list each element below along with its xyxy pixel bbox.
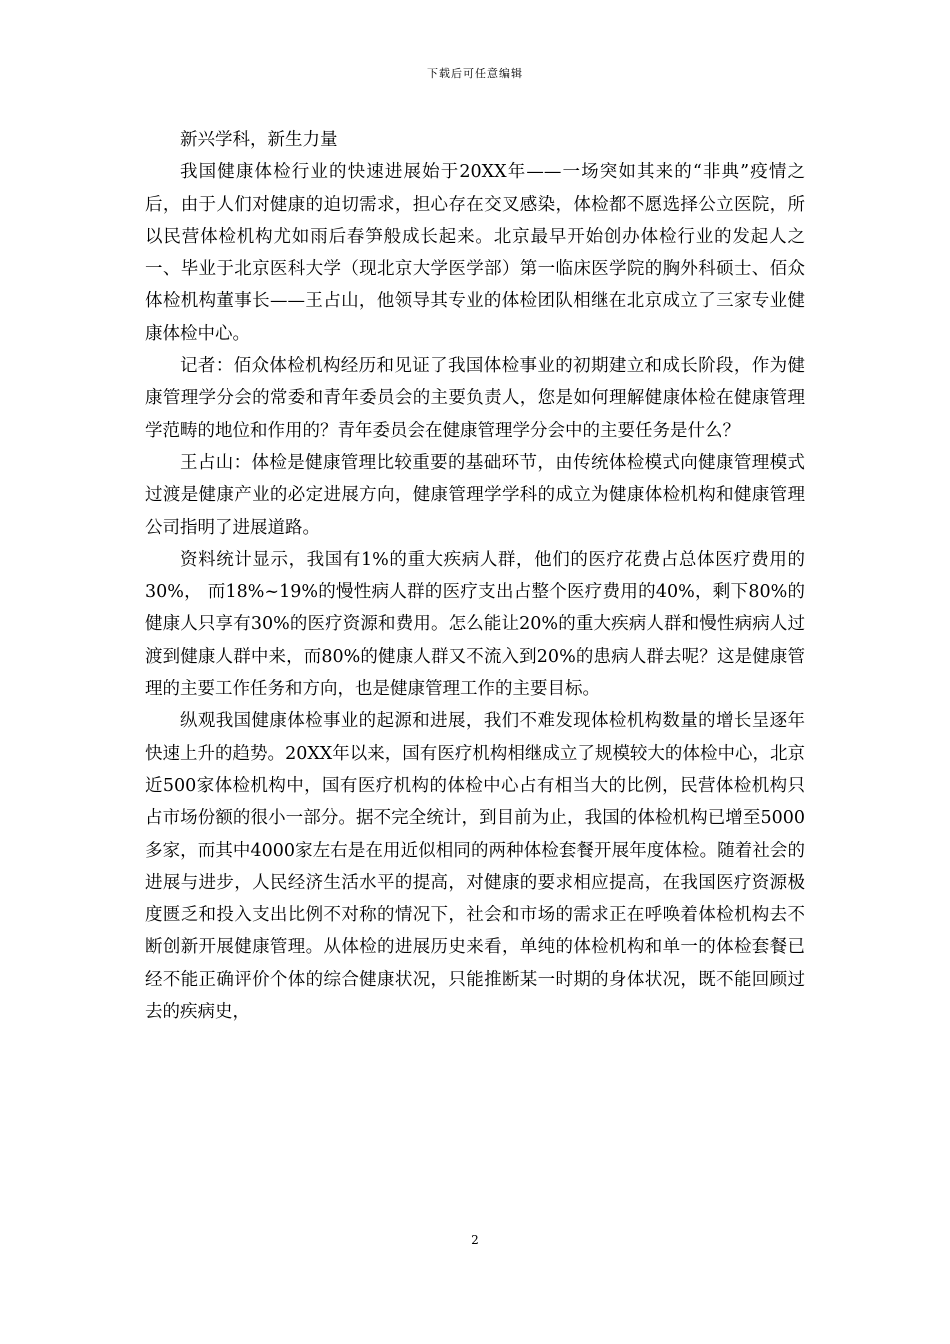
paragraph-intro: 我国健康体检行业的快速进展始于20XX年——一场突如其来的“非典”疫情之后，由于人们对健康的迫切需求，担心存在交叉感染，体检都不愿选择公立医院，所以民营体检机构尤如雨后春笋般成长起来。北京最早开始创办体检行业的发起人之一、毕业于北京医科大学（现北京大学医学部）第一临床医学院的胸外科硕士、佰众体检机构董事长——王占山，他领导其专业的体检团队相继在北京成立了三家专业健康体检中心。 bbox=[145, 162, 805, 344]
paragraph-statistics: 资料统计显示，我国有1%的重大疾病人群，他们的医疗花费占总体医疗费用的30%， 而18%~19%的慢性病人群的医疗支出占整个医疗费用的40%，剩下80%的健康人只享有30%的医疗资源和费用。怎么能让20%的重大疾病人群和慢性病病人过渡到健康人群中来，而80%的健康人群又不流入到20%的患病人群去呢？这是健康管理的主要工作任务和方向，也是健康管理工作的主要目标。 bbox=[145, 549, 805, 700]
section-heading: 新兴学科，新生力量 bbox=[180, 130, 338, 150]
paragraph-reporter-question: 记者：佰众体检机构经历和见证了我国体检事业的初期建立和成长阶段，作为健康管理学分会的常委和青年委员会的主要负责人，您是如何理解健康体检在健康管理学范畴的地位和作用的？青年委员会在健康管理学分会中的主要任务是什么？ bbox=[145, 356, 805, 441]
paragraph-overview: 纵观我国健康体检事业的起源和进展，我们不难发现体检机构数量的增长呈逐年快速上升的趋势。20XX年以来，国有医疗机构相继成立了规模较大的体检中心，北京近500家体检机构中，国有医疗机构的体检中心占有相当大的比例，民营体检机构只占市场份额的很小一部分。据不完全统计，到目前为止，我国的体检机构已增至5000多家，而其中4000家左右是在用近似相同的两种体检套餐开展年度体检。随着社会的进展与进步，人民经济生活水平的提高，对健康的要求相应提高，在我国医疗资源极度匮乏和投入支出比例不对称的情况下，社会和市场的需求正在呼唤着体检机构去不断创新开展健康管理。从体检的进展历史来看，单纯的体检机构和单一的体检套餐已经不能正确评价个体的综合健康状况，只能推断某一时期的身体状况，既不能回顾过去的疾病史， bbox=[145, 711, 805, 1023]
document-body bbox=[145, 124, 805, 1028]
paragraph-answer: 王占山：体检是健康管理比较重要的基础环节，由传统体检模式向健康管理模式过渡是健康产业的必定进展方向，健康管理学学科的成立为健康体检机构和健康管理公司指明了进展道路。 bbox=[145, 452, 805, 538]
page-number: 2 bbox=[471, 1233, 479, 1247]
page-header: 下载后可任意编辑 bbox=[427, 67, 523, 80]
